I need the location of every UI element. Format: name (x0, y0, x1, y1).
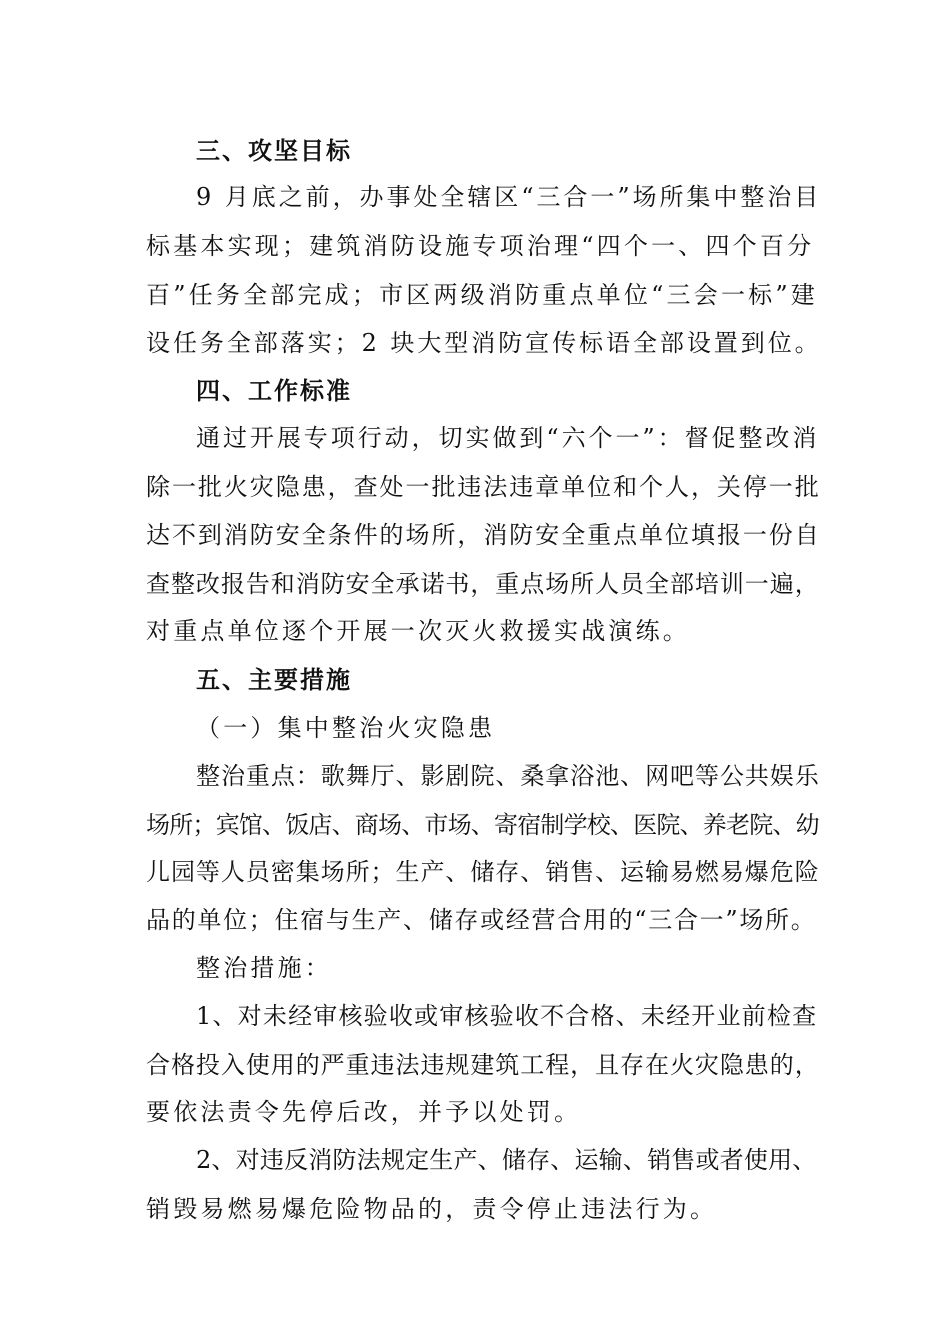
paragraph-line: 通过开展专项行动，切实做到“六个一”：督促整改消 (196, 424, 820, 452)
paragraph-line: 合格投入使用的严重违法违规建筑工程，且存在火灾隐患的， (146, 1051, 820, 1079)
subheading: （一）集中整治火灾隐患 (196, 714, 496, 742)
section-heading-standards: 四、工作标准 (196, 377, 352, 405)
section-heading-measures: 五、主要措施 (196, 666, 352, 694)
paragraph-line: 要依法责令先停后改，并予以处罚。 (146, 1098, 582, 1126)
paragraph-line: 除一批火灾隐患，查处一批违法违章单位和个人，关停一批 (146, 473, 821, 501)
paragraph-line: 9 月底之前，办事处全辖区“三合一”场所集中整治目 (196, 183, 822, 211)
paragraph-line: 销毁易燃易爆危险物品的，责令停止违法行为。 (146, 1195, 718, 1223)
paragraph-line: 设任务全部落实；2 块大型消防宣传标语全部设置到位。 (146, 329, 822, 357)
paragraph-line: 整治措施： (196, 954, 332, 982)
section-heading-goals: 三、攻坚目标 (196, 137, 352, 165)
paragraph-line: 对重点单位逐个开展一次灭火救援实战演练。 (146, 617, 690, 645)
paragraph-line: 儿园等人员密集场所；生产、储存、销售、运输易燃易爆危险 (146, 858, 820, 886)
paragraph-line: 查整改报告和消防安全承诺书，重点场所人员全部培训一遍， (146, 570, 820, 598)
paragraph-line: 整治重点：歌舞厅、影剧院、桑拿浴池、网吧等公共娱乐 (196, 762, 820, 790)
paragraph-line: 品的单位；住宿与生产、储存或经营合用的“三合一”场所。 (146, 906, 817, 934)
paragraph-line: 达不到消防安全条件的场所，消防安全重点单位填报一份自 (146, 521, 821, 549)
paragraph-line: 百”任务全部完成；市区两级消防重点单位“三会一标”建 (146, 281, 819, 309)
paragraph-line: 场所；宾馆、饭店、商场、市场、寄宿制学校、医院、养老院、幼 (146, 811, 819, 839)
paragraph-line: 标基本实现；建筑消防设施专项治理“四个一、四个百分 (146, 232, 815, 260)
paragraph-line: 2、对违反消防法规定生产、储存、运输、销售或者使用、 (196, 1146, 817, 1174)
paragraph-line: 1、对未经审核验收或审核验收不合格、未经开业前检查 (196, 1002, 818, 1030)
